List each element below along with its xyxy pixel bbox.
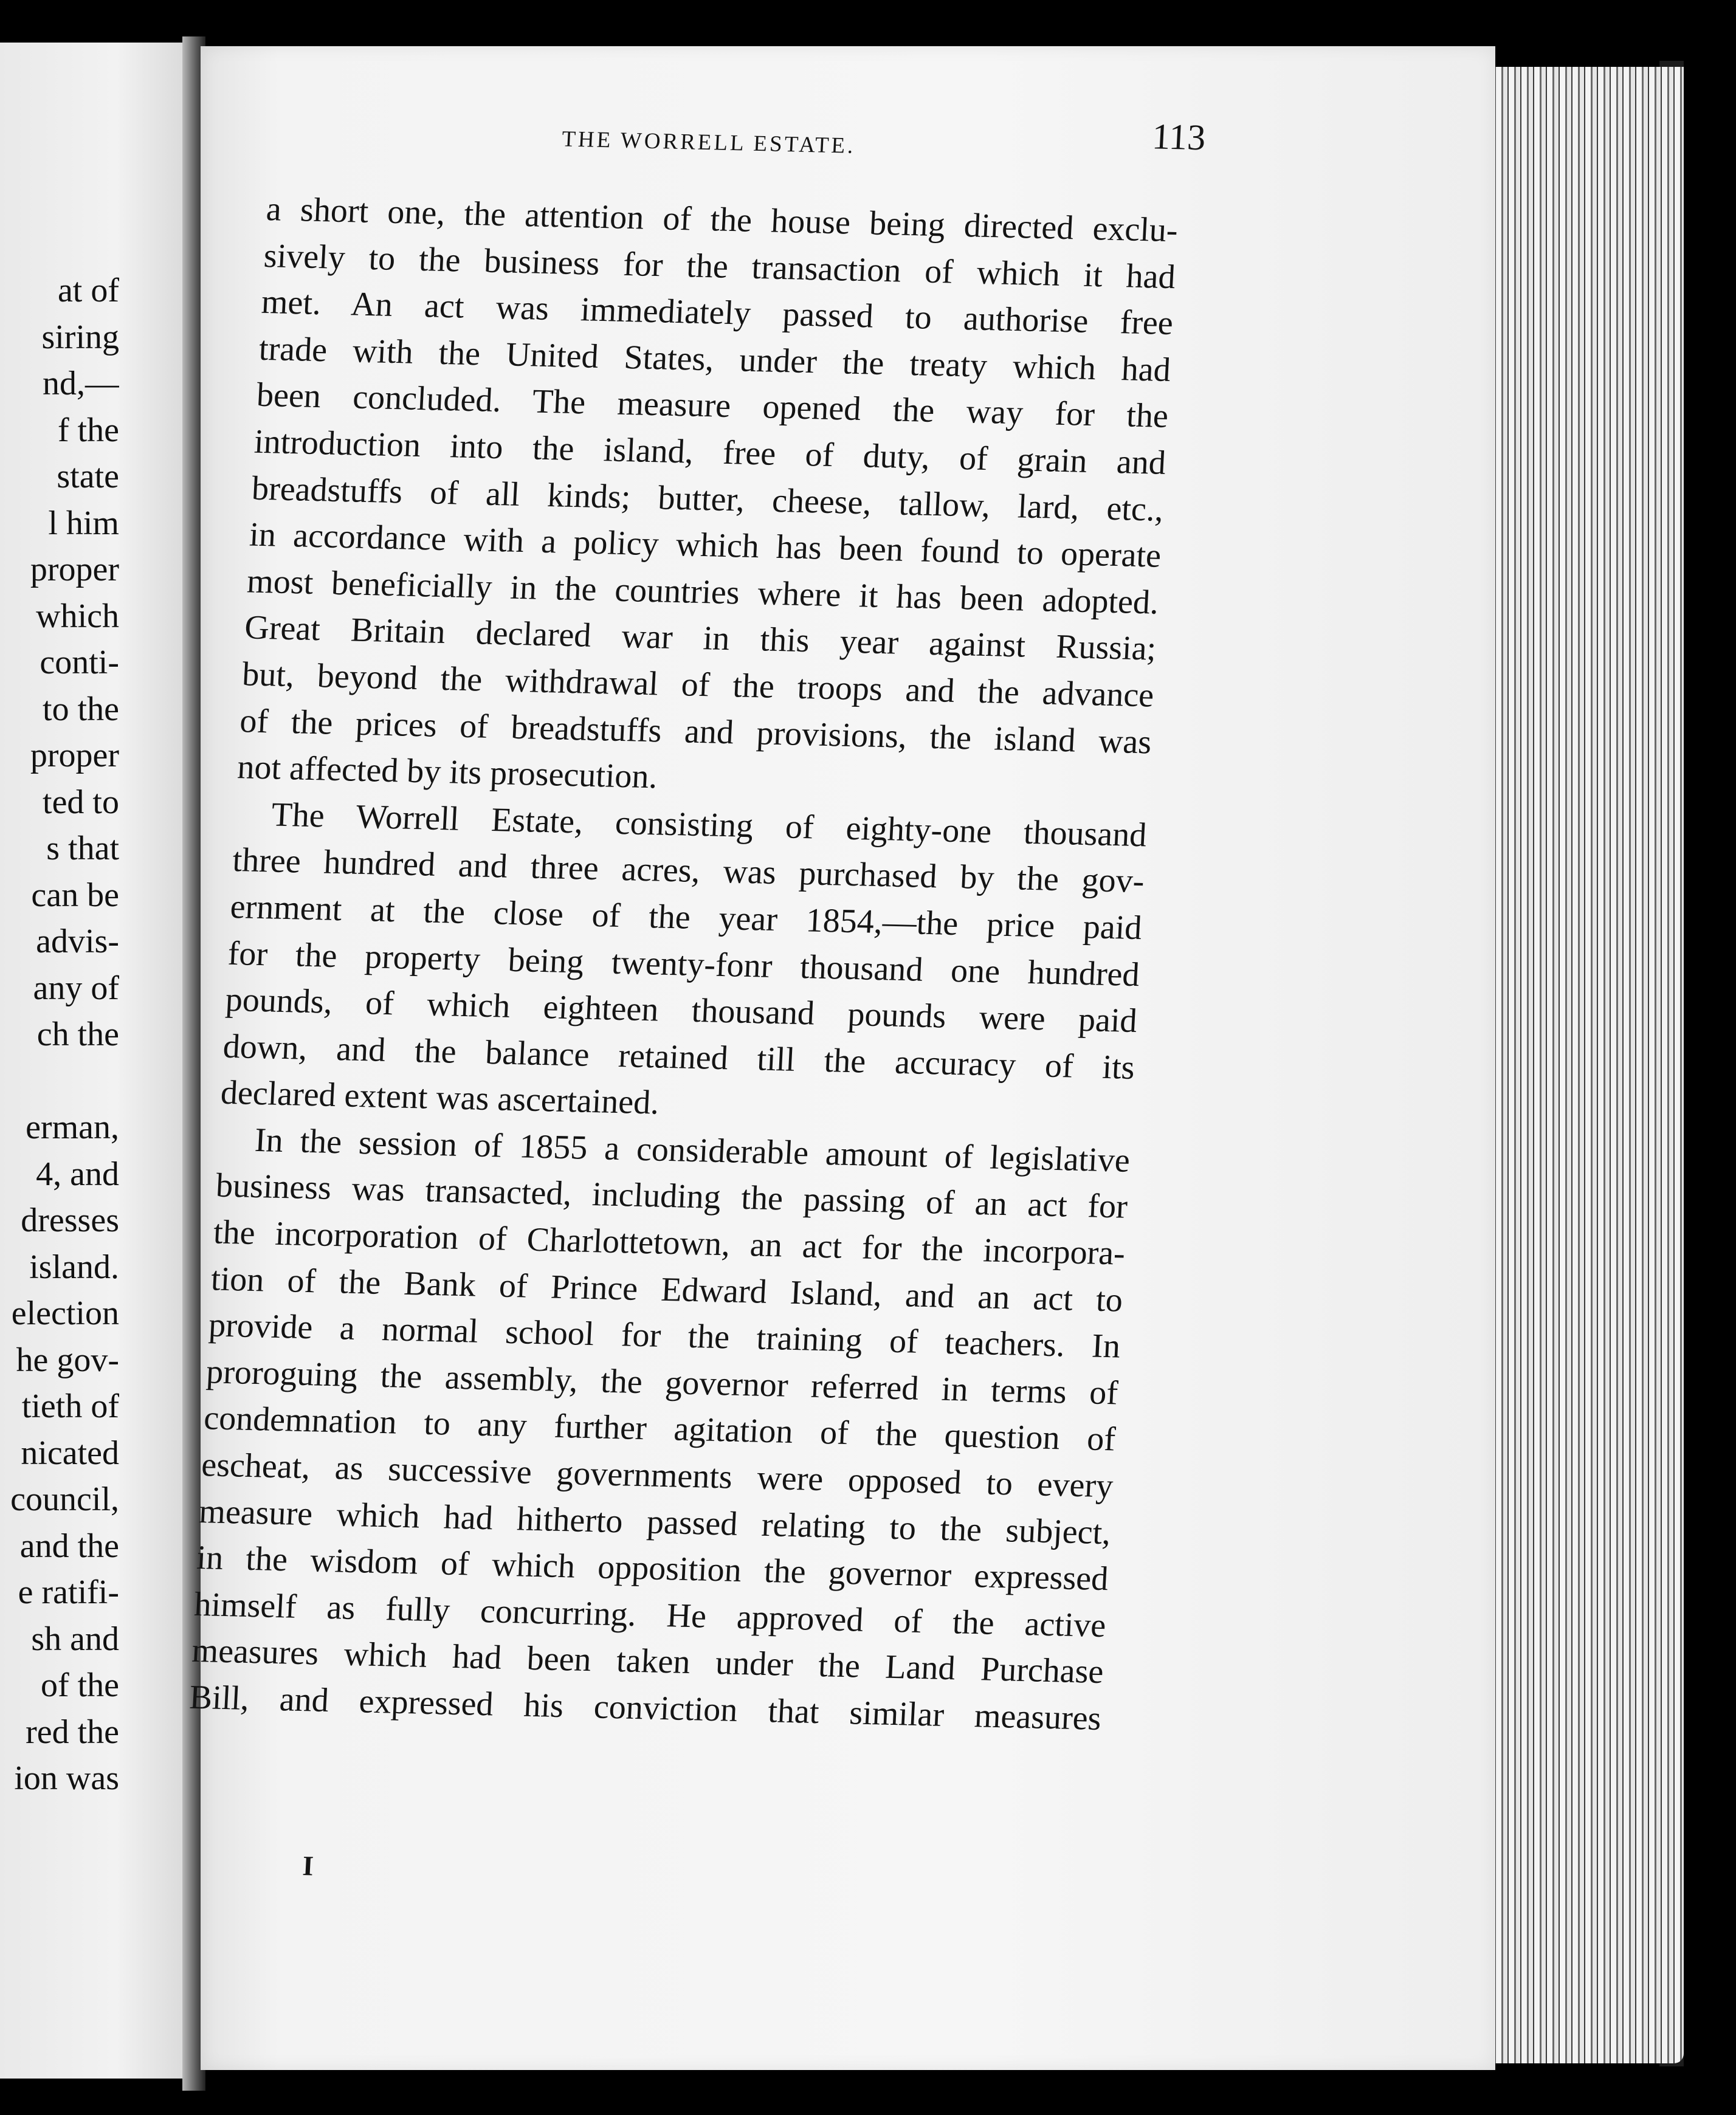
signature-mark: I xyxy=(301,1850,314,1882)
left-page-line: nd,— xyxy=(43,365,119,402)
left-page-line: f the xyxy=(57,411,119,449)
text-line: tion of the Bank of Prince Edward Island, and an act to xyxy=(210,1260,1124,1319)
text-line: down, and the balance retained till the accuracy of its xyxy=(222,1027,1136,1087)
left-page-line: tieth of xyxy=(21,1388,119,1425)
left-page-line: he gov- xyxy=(16,1341,119,1379)
left-page-line: proper xyxy=(30,737,119,774)
text-line: declared extent was ascertained. xyxy=(219,1073,660,1122)
paragraph xyxy=(219,791,1148,1138)
left-page-line: ch the xyxy=(36,1016,119,1053)
text-line: a short one, the attention of the house being directed exclu- xyxy=(265,190,1179,250)
left-page-line: any of xyxy=(33,969,119,1007)
text-line: pounds, of which eighteen thousand pounds were paid xyxy=(224,980,1138,1040)
left-page-line: advis- xyxy=(36,923,119,960)
page-stack-edges xyxy=(1483,67,1684,2063)
text-line: of the prices of breadstuffs and provisions, the island was xyxy=(239,701,1152,762)
left-page-line: sh and xyxy=(31,1620,119,1658)
left-page-line: to the xyxy=(43,690,119,728)
left-page-line xyxy=(0,1058,119,1105)
text-line: proroguing the assembly, the governor referred in terms of xyxy=(205,1353,1119,1412)
text-line: escheat, as successive governments were opposed to every xyxy=(200,1446,1114,1505)
text-line: three hundred and three acres, was purchased by the gov- xyxy=(232,841,1146,901)
main-page xyxy=(188,46,1495,2070)
text-line: measures which had been taken under the Land Purchase xyxy=(191,1632,1104,1691)
text-line: in accordance with a policy which has been found to operate xyxy=(248,515,1162,575)
text-line: business was transacted, including the passing of an act for xyxy=(215,1166,1129,1226)
text-line: not affected by its prosecution. xyxy=(236,748,659,796)
left-page-line: and the xyxy=(19,1527,119,1565)
left-page-line: election xyxy=(11,1295,119,1332)
paragraph xyxy=(188,1116,1131,1742)
left-page-line: island. xyxy=(29,1248,119,1286)
left-page-line: state xyxy=(57,458,119,495)
text-line: measure which had hitherto passed relating to the subject, xyxy=(198,1492,1112,1552)
page-text-block xyxy=(188,116,1207,1882)
text-line: the incorporation of Charlottetown, an act for the incorpora- xyxy=(212,1213,1126,1273)
text-line: in the wisdom of which opposition the governor expressed xyxy=(196,1539,1109,1598)
text-line: introduction into the island, free of duty, of grain and xyxy=(253,422,1167,482)
left-page-line: e ratifi- xyxy=(18,1573,119,1611)
left-page xyxy=(0,43,193,2079)
left-page-text xyxy=(0,267,119,1802)
left-page-line: siring xyxy=(41,318,119,356)
left-page-line: at of xyxy=(57,272,119,309)
text-line: In the session of 1855 a considerable amount of legislative xyxy=(253,1121,1131,1180)
text-line: been concluded. The measure opened the way for the xyxy=(255,376,1169,436)
left-page-line: council, xyxy=(10,1480,119,1518)
text-line: The Worrell Estate, consisting of eighty-one thousand xyxy=(270,796,1148,855)
left-page-line: l him xyxy=(48,504,119,542)
left-page-line: of the xyxy=(40,1666,119,1704)
text-line: trade with the United States, under the treaty which had xyxy=(258,329,1172,389)
paragraph xyxy=(236,186,1179,812)
text-line: breadstuffs of all kinds; butter, cheese, tallow, lard, etc., xyxy=(250,469,1165,529)
text-line: for the property being twenty-fonr thousand one hundred xyxy=(227,934,1141,994)
text-line: Bill, and expressed his conviction that similar measures xyxy=(188,1678,1103,1738)
text-line: himself as fully concurring. He approved of the active xyxy=(193,1585,1107,1645)
running-head: THE WORRELL ESTATE. xyxy=(561,126,856,159)
text-line: most beneficially in the countries where it has been adopted. xyxy=(246,562,1160,622)
left-page-line: ted to xyxy=(43,783,119,821)
page-number: 113 xyxy=(1151,116,1207,158)
left-page-line: s that xyxy=(46,830,119,867)
left-page-line: dresses xyxy=(21,1202,119,1239)
left-page-line: proper xyxy=(30,551,119,588)
left-page-line: red the xyxy=(26,1713,119,1751)
text-line: ernment at the close of the year 1854,—the price paid xyxy=(229,887,1143,947)
left-page-line: conti- xyxy=(40,644,119,681)
text-line: Great Britain declared war in this year against Russia; xyxy=(243,608,1157,668)
left-page-line: 4, and xyxy=(36,1155,119,1193)
left-page-line: ion was xyxy=(14,1759,119,1797)
left-page-line: which xyxy=(36,597,119,635)
left-page-line: can be xyxy=(31,876,119,914)
text-line: condemnation to any further agitation of the question of xyxy=(202,1399,1117,1459)
body-text xyxy=(188,186,1179,1742)
text-line: sively to the business for the transaction of which it had xyxy=(263,236,1177,296)
text-line: met. An act was immediately passed to authorise free xyxy=(260,283,1174,343)
left-page-line: nicated xyxy=(21,1434,119,1472)
left-page-line: erman, xyxy=(26,1109,119,1146)
text-line: provide a normal school for the training of teachers. In xyxy=(207,1306,1121,1366)
text-line: but, beyond the withdrawal of the troops and the advance xyxy=(241,655,1155,715)
